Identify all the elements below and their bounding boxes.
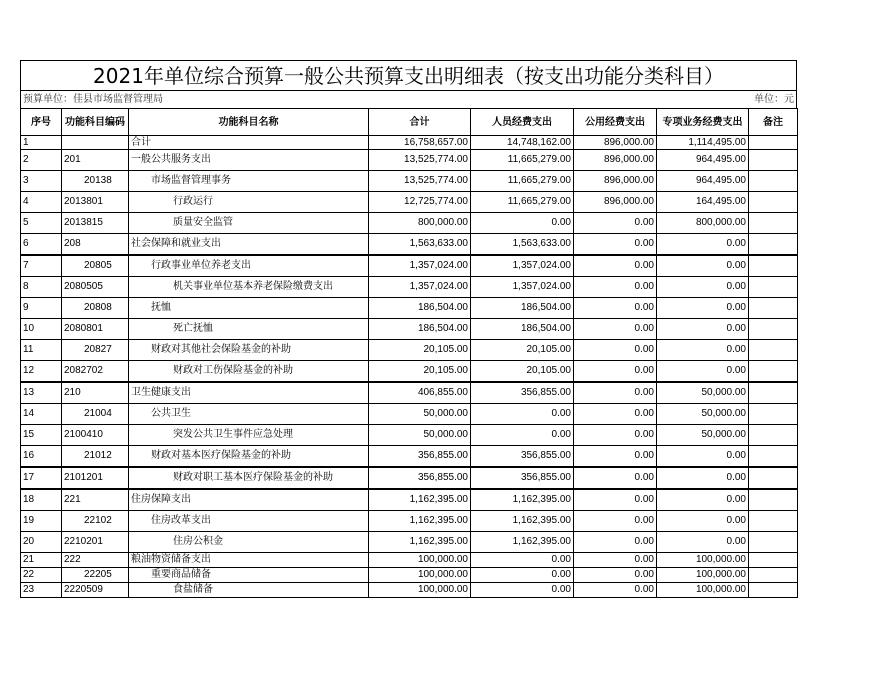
cell-personnel: 0.00 (471, 553, 574, 568)
cell-code: 222 (62, 553, 129, 568)
cell-personnel: 20,105.00 (471, 340, 574, 361)
cell-seq: 18 (21, 489, 62, 511)
cell-note (749, 136, 798, 150)
cell-public: 0.00 (574, 361, 657, 383)
cell-special: 0.00 (657, 446, 749, 468)
table-row (21, 568, 798, 583)
cell-seq: 13 (21, 382, 62, 404)
cell-name: 住房改革支出 (129, 511, 369, 532)
table-row (21, 553, 798, 568)
cell-note (749, 234, 798, 256)
cell-code: 2013801 (62, 192, 129, 213)
cell-personnel: 1,162,395.00 (471, 532, 574, 553)
cell-total: 50,000.00 (369, 404, 471, 425)
cell-code: 2082702 (62, 361, 129, 383)
cell-code: 21004 (62, 404, 129, 425)
cell-public: 0.00 (574, 511, 657, 532)
cell-public: 0.00 (574, 467, 657, 489)
cell-code: 208 (62, 234, 129, 256)
cell-personnel: 0.00 (471, 404, 574, 425)
cell-public: 0.00 (574, 319, 657, 340)
cell-note (749, 340, 798, 361)
cell-public: 0.00 (574, 446, 657, 468)
header-total: 合计 (369, 109, 471, 136)
table-row (21, 298, 798, 319)
cell-note (749, 553, 798, 568)
cell-total: 20,105.00 (369, 361, 471, 383)
cell-note (749, 583, 798, 598)
cell-note (749, 511, 798, 532)
table-row (21, 340, 798, 361)
cell-personnel: 356,855.00 (471, 382, 574, 404)
table-row (21, 583, 798, 598)
table-row (21, 489, 798, 511)
cell-name: 市场监督管理事务 (129, 171, 369, 192)
cell-personnel: 0.00 (471, 583, 574, 598)
cell-note (749, 425, 798, 446)
cell-name: 突发公共卫生事件应急处理 (129, 425, 369, 446)
cell-code: 20827 (62, 340, 129, 361)
header-public: 公用经费支出 (574, 109, 657, 136)
cell-note (749, 568, 798, 583)
cell-seq: 19 (21, 511, 62, 532)
cell-name: 住房公积金 (129, 532, 369, 553)
cell-special: 0.00 (657, 298, 749, 319)
table-row (21, 255, 798, 277)
cell-name: 卫生健康支出 (129, 382, 369, 404)
meta-row (20, 91, 797, 108)
cell-total: 20,105.00 (369, 340, 471, 361)
cell-code: 20805 (62, 255, 129, 277)
cell-personnel: 1,162,395.00 (471, 511, 574, 532)
cell-total: 13,525,774.00 (369, 171, 471, 192)
cell-name: 行政运行 (129, 192, 369, 213)
cell-special: 0.00 (657, 511, 749, 532)
cell-public: 0.00 (574, 255, 657, 277)
cell-special: 0.00 (657, 489, 749, 511)
budget-unit: 预算单位：佳县市场监督管理局 (23, 94, 163, 105)
table-row (21, 192, 798, 213)
cell-public: 0.00 (574, 532, 657, 553)
table-row (21, 532, 798, 553)
cell-personnel: 186,504.00 (471, 319, 574, 340)
cell-seq: 4 (21, 192, 62, 213)
header-personnel: 人员经费支出 (471, 109, 574, 136)
cell-code (62, 136, 129, 150)
cell-name: 财政对基本医疗保险基金的补助 (129, 446, 369, 468)
cell-personnel: 0.00 (471, 568, 574, 583)
cell-total: 800,000.00 (369, 213, 471, 234)
header-name: 功能科目名称 (129, 109, 369, 136)
cell-name: 财政对其他社会保险基金的补助 (129, 340, 369, 361)
cell-seq: 21 (21, 553, 62, 568)
cell-special: 964,495.00 (657, 150, 749, 171)
cell-special: 100,000.00 (657, 568, 749, 583)
cell-seq: 7 (21, 255, 62, 277)
cell-code: 22205 (62, 568, 129, 583)
cell-note (749, 467, 798, 489)
cell-public: 0.00 (574, 568, 657, 583)
cell-special: 100,000.00 (657, 583, 749, 598)
cell-total: 1,162,395.00 (369, 489, 471, 511)
cell-note (749, 150, 798, 171)
cell-code: 201 (62, 150, 129, 171)
cell-note (749, 489, 798, 511)
cell-personnel: 11,665,279.00 (471, 171, 574, 192)
cell-public: 0.00 (574, 340, 657, 361)
cell-special: 0.00 (657, 319, 749, 340)
cell-total: 100,000.00 (369, 553, 471, 568)
table-row (21, 361, 798, 383)
cell-code: 2101201 (62, 467, 129, 489)
cell-public: 0.00 (574, 382, 657, 404)
cell-special: 0.00 (657, 255, 749, 277)
cell-code: 2220509 (62, 583, 129, 598)
cell-public: 0.00 (574, 298, 657, 319)
cell-personnel: 14,748,162.00 (471, 136, 574, 150)
cell-seq: 8 (21, 277, 62, 298)
cell-name: 社会保障和就业支出 (129, 234, 369, 256)
cell-note (749, 192, 798, 213)
table-row (21, 150, 798, 171)
budget-sheet (20, 60, 797, 598)
cell-note (749, 213, 798, 234)
cell-note (749, 319, 798, 340)
cell-total: 406,855.00 (369, 382, 471, 404)
cell-seq: 9 (21, 298, 62, 319)
cell-special: 964,495.00 (657, 171, 749, 192)
table-row (21, 467, 798, 489)
cell-name: 粮油物资储备支出 (129, 553, 369, 568)
cell-total: 12,725,774.00 (369, 192, 471, 213)
table-row (21, 425, 798, 446)
cell-personnel: 1,162,395.00 (471, 489, 574, 511)
cell-code: 2210201 (62, 532, 129, 553)
cell-seq: 15 (21, 425, 62, 446)
cell-name: 合计 (129, 136, 369, 150)
cell-name: 质量安全监管 (129, 213, 369, 234)
cell-name: 住房保障支出 (129, 489, 369, 511)
cell-code: 20808 (62, 298, 129, 319)
cell-code: 22102 (62, 511, 129, 532)
cell-special: 800,000.00 (657, 213, 749, 234)
cell-seq: 17 (21, 467, 62, 489)
header-special: 专项业务经费支出 (657, 109, 749, 136)
table-row (21, 277, 798, 298)
cell-public: 0.00 (574, 234, 657, 256)
cell-total: 356,855.00 (369, 446, 471, 468)
cell-seq: 5 (21, 213, 62, 234)
cell-note (749, 298, 798, 319)
cell-public: 0.00 (574, 213, 657, 234)
cell-name: 重要商品储备 (129, 568, 369, 583)
table-row (21, 136, 798, 150)
cell-note (749, 277, 798, 298)
cell-seq: 1 (21, 136, 62, 150)
cell-total: 100,000.00 (369, 568, 471, 583)
cell-total: 1,162,395.00 (369, 532, 471, 553)
cell-special: 0.00 (657, 467, 749, 489)
table-row (21, 319, 798, 340)
table-row (21, 404, 798, 425)
cell-seq: 16 (21, 446, 62, 468)
cell-total: 186,504.00 (369, 319, 471, 340)
cell-code: 20138 (62, 171, 129, 192)
cell-total: 1,563,633.00 (369, 234, 471, 256)
cell-seq: 3 (21, 171, 62, 192)
cell-personnel: 20,105.00 (471, 361, 574, 383)
cell-code: 2100410 (62, 425, 129, 446)
cell-seq: 12 (21, 361, 62, 383)
cell-total: 100,000.00 (369, 583, 471, 598)
cell-special: 0.00 (657, 532, 749, 553)
cell-name: 财政对职工基本医疗保险基金的补助 (129, 467, 369, 489)
cell-special: 1,114,495.00 (657, 136, 749, 150)
cell-public: 896,000.00 (574, 150, 657, 171)
cell-special: 0.00 (657, 234, 749, 256)
cell-special: 100,000.00 (657, 553, 749, 568)
table-row (21, 511, 798, 532)
cell-note (749, 361, 798, 383)
cell-note (749, 404, 798, 425)
table-row (21, 213, 798, 234)
cell-code: 2080505 (62, 277, 129, 298)
cell-public: 896,000.00 (574, 136, 657, 150)
cell-note (749, 382, 798, 404)
cell-public: 0.00 (574, 553, 657, 568)
cell-public: 0.00 (574, 425, 657, 446)
cell-personnel: 356,855.00 (471, 467, 574, 489)
cell-name: 机关事业单位基本养老保险缴费支出 (129, 277, 369, 298)
cell-seq: 22 (21, 568, 62, 583)
cell-note (749, 532, 798, 553)
cell-seq: 6 (21, 234, 62, 256)
cell-personnel: 186,504.00 (471, 298, 574, 319)
cell-personnel: 11,665,279.00 (471, 150, 574, 171)
cell-public: 0.00 (574, 583, 657, 598)
cell-special: 50,000.00 (657, 404, 749, 425)
cell-total: 16,758,657.00 (369, 136, 471, 150)
cell-code: 210 (62, 382, 129, 404)
cell-seq: 23 (21, 583, 62, 598)
header-seq: 序号 (21, 109, 62, 136)
cell-seq: 20 (21, 532, 62, 553)
cell-public: 896,000.00 (574, 192, 657, 213)
table-row (21, 382, 798, 404)
cell-note (749, 255, 798, 277)
page-title: 2021年单位综合预算一般公共预算支出明细表（按支出功能分类科目） (20, 60, 797, 91)
cell-name: 食盐储备 (129, 583, 369, 598)
cell-special: 0.00 (657, 361, 749, 383)
cell-total: 13,525,774.00 (369, 150, 471, 171)
cell-public: 0.00 (574, 489, 657, 511)
table-row (21, 446, 798, 468)
cell-special: 50,000.00 (657, 425, 749, 446)
cell-personnel: 1,357,024.00 (471, 255, 574, 277)
cell-personnel: 11,665,279.00 (471, 192, 574, 213)
table-header-row (21, 109, 798, 136)
cell-name: 抚恤 (129, 298, 369, 319)
cell-public: 896,000.00 (574, 171, 657, 192)
header-note: 备注 (749, 109, 798, 136)
cell-code: 2080801 (62, 319, 129, 340)
cell-personnel: 1,563,633.00 (471, 234, 574, 256)
cell-name: 财政对工伤保险基金的补助 (129, 361, 369, 383)
cell-code: 21012 (62, 446, 129, 468)
cell-seq: 2 (21, 150, 62, 171)
cell-seq: 11 (21, 340, 62, 361)
expenditure-table (20, 108, 798, 598)
cell-total: 1,357,024.00 (369, 255, 471, 277)
cell-public: 0.00 (574, 277, 657, 298)
cell-personnel: 0.00 (471, 425, 574, 446)
cell-total: 356,855.00 (369, 467, 471, 489)
cell-total: 186,504.00 (369, 298, 471, 319)
cell-special: 50,000.00 (657, 382, 749, 404)
cell-note (749, 446, 798, 468)
cell-personnel: 0.00 (471, 213, 574, 234)
table-body (21, 136, 798, 598)
cell-public: 0.00 (574, 404, 657, 425)
table-row (21, 171, 798, 192)
cell-name: 行政事业单位养老支出 (129, 255, 369, 277)
cell-name: 死亡抚恤 (129, 319, 369, 340)
cell-code: 221 (62, 489, 129, 511)
cell-note (749, 171, 798, 192)
cell-total: 1,162,395.00 (369, 511, 471, 532)
cell-personnel: 1,357,024.00 (471, 277, 574, 298)
currency-unit: 单位：元 (754, 94, 794, 105)
cell-total: 1,357,024.00 (369, 277, 471, 298)
cell-name: 公共卫生 (129, 404, 369, 425)
table-row (21, 234, 798, 256)
cell-personnel: 356,855.00 (471, 446, 574, 468)
cell-special: 0.00 (657, 340, 749, 361)
cell-code: 2013815 (62, 213, 129, 234)
cell-seq: 14 (21, 404, 62, 425)
cell-total: 50,000.00 (369, 425, 471, 446)
cell-special: 164,495.00 (657, 192, 749, 213)
header-code: 功能科目编码 (62, 109, 129, 136)
cell-name: 一般公共服务支出 (129, 150, 369, 171)
cell-special: 0.00 (657, 277, 749, 298)
cell-seq: 10 (21, 319, 62, 340)
